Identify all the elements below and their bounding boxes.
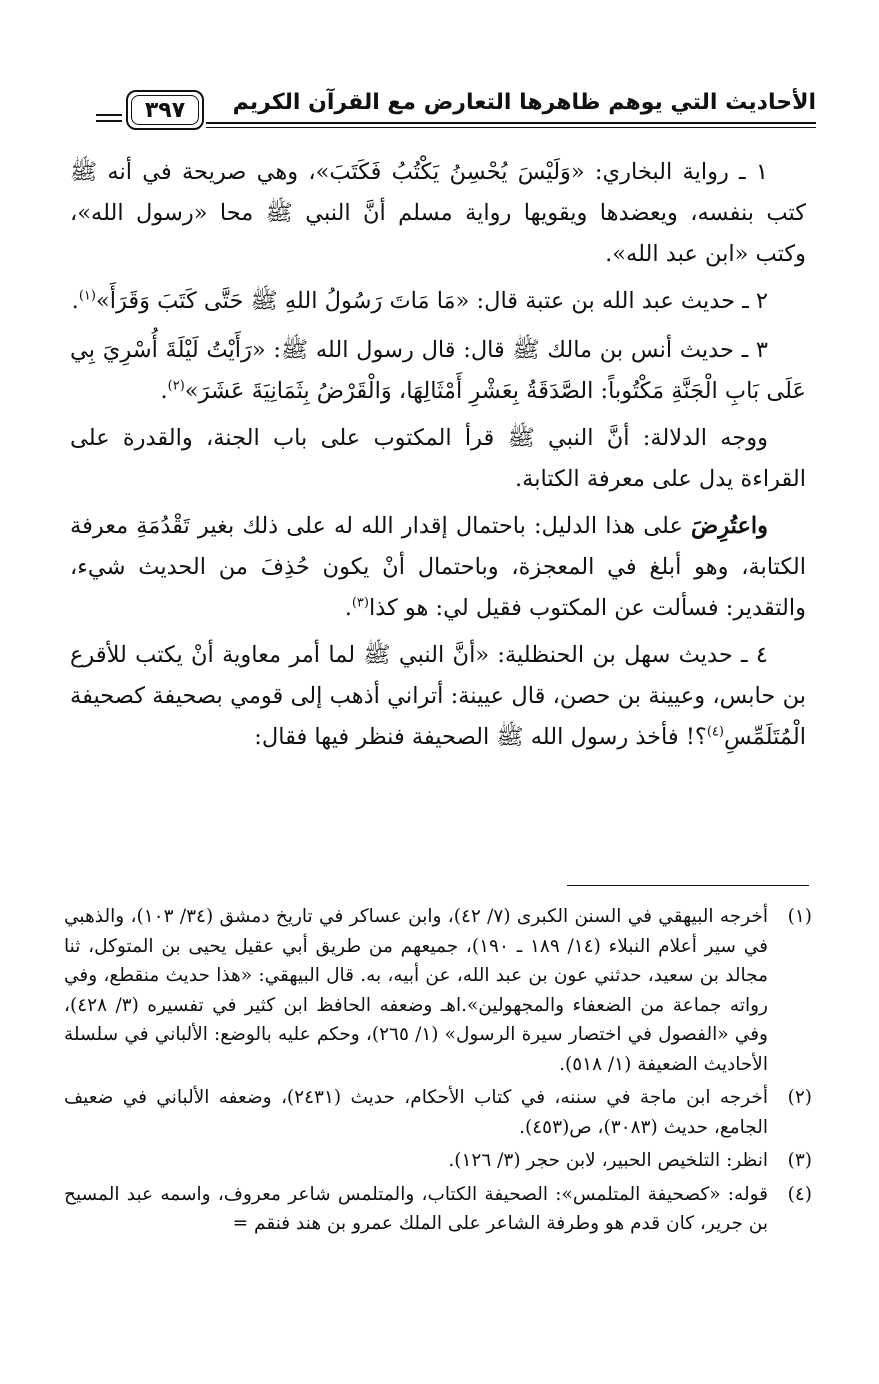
page-number: ٣٩٧ bbox=[131, 95, 199, 125]
footnote-4 bbox=[64, 1180, 812, 1239]
main-text bbox=[70, 152, 806, 764]
paragraph-text: ٢ ـ حديث عبد الله بن عتبة قال: «مَا مَاتَ رَسُولُ اللهِ ﷺ حَتَّى كَتَبَ وَقَرَأَ» bbox=[95, 288, 768, 314]
paragraph-end: . bbox=[160, 378, 168, 404]
footnote-text: انظر: التلخيص الحبير، لابن حجر (٣/ ١٢٦). bbox=[448, 1150, 768, 1171]
paragraph-anas-ibn-malik bbox=[70, 330, 806, 412]
paragraph-abdullah-ibn-utbah bbox=[70, 281, 806, 322]
page-number-frame bbox=[126, 90, 204, 130]
header-rule bbox=[206, 122, 816, 128]
header-rule-short bbox=[96, 114, 122, 122]
footnote-ref[interactable]: (٢) bbox=[167, 378, 185, 394]
footnote-ref[interactable]: (١) bbox=[78, 288, 96, 304]
footnote-text: أخرجه ابن ماجة في سننه، في كتاب الأحكام، حديث (٢٤٣١)، وضعفه الألباني في ضعيف الجامع، حديث (٣٠٨٣)، ص(٤٥٣). bbox=[64, 1087, 768, 1138]
footnote-divider bbox=[567, 885, 809, 886]
footnote-number: (٣) bbox=[787, 1150, 812, 1171]
paragraph-sahl-ibn-hanzaliyyah bbox=[70, 635, 806, 758]
paragraph-end: ؟! فأخذ رسول الله ﷺ الصحيفة فنظر فيها فقال: bbox=[254, 724, 707, 750]
paragraph-text: ١ ـ رواية البخاري: «وَلَيْسَ يُحْسِنُ يَكْتُبُ فَكَتَبَ»، وهي صريحة في أنه ﷺ كتب بنفسه، ويعضدها ويقويها رواية مسلم أنَّ النبي ﷺ محا «رسول الله»، وكتب «ابن عبد الله». bbox=[70, 159, 806, 267]
paragraph-bukhari bbox=[70, 152, 806, 275]
footnote-text: أخرجه البيهقي في السنن الكبرى (٧/ ٤٢)، وابن عساكر في تاريخ دمشق (٣٤/ ١٠٣)، والذهبي في سير أعلام النبلاء (١٤/ ١٨٩ ـ ١٩٠)، جميعهم من طريق أبي عقيل يحيى بن المتوكل، ثنا مجالد بن سعيد، حدثني عون بن عبد الله، عن أبيه، به. قال البيهقي: «هذا حديث منقطع، وفي رواته جماعة من الضعفاء والمجهولين».اهـ وضعفه الحافظ ابن كثير في تفسيره (٣/ ٤٢٨)، وفي «الفصول في اختصار سيرة الرسول» (١/ ٢٦٥)، وحكم عليه بالوضع: الألباني في سلسلة الأحاديث الضعيفة (١/ ٥١٨). bbox=[64, 906, 769, 1075]
footnote-number: (٤) bbox=[787, 1183, 812, 1205]
footnote-ref[interactable]: (٤) bbox=[706, 724, 724, 740]
footnote-number: (١) bbox=[787, 906, 812, 927]
running-header-title: الأحاديث التي يوهم ظاهرها التعارض مع القرآن الكريم bbox=[232, 90, 816, 115]
footnote-text: قوله: «كصحيفة المتلمس»: الصحيفة الكتاب، والمتلمس شاعر معروف، واسمه عبد المسيح بن جرير، كان قدم هو وطرفة الشاعر على الملك عمرو بن هند فنقم = bbox=[64, 1183, 768, 1234]
footnote-3 bbox=[64, 1146, 812, 1176]
footnote-2 bbox=[64, 1083, 812, 1142]
footnote-ref[interactable]: (٣) bbox=[351, 595, 369, 611]
paragraph-text: على هذا الدليل: باحتمال إقدار الله له على ذلك بغير تَقْدُمَةِ معرفة الكتابة، وهو أبلغ في المعجزة، وباحتمال أنْ يكون حُذِفَ من الحديث شيء، والتقدير: فسألت عن المكتوب فقيل لي: هو كذا bbox=[70, 513, 806, 621]
paragraph-text: ووجه الدلالة: أنَّ النبي ﷺ قرأ المكتوب على باب الجنة، والقدرة على القراءة يدل على معرفة الكتابة. bbox=[70, 425, 806, 492]
paragraph-end: . bbox=[71, 288, 79, 314]
paragraph-text: ٣ ـ حديث أنس بن مالك ﷺ قال: قال رسول الله ﷺ: «رَأَيْتُ لَيْلَةَ أُسْرِيَ بِي عَلَى بَابِ الْجَنَّةِ مَكْتُوباً: الصَّدَقَةُ بِعَشْرِ أَمْثَالِهَا، وَالْقَرْضُ بِثَمَانِيَةَ عَشَرَ» bbox=[70, 337, 806, 404]
footnote-number: (٢) bbox=[787, 1087, 812, 1108]
paragraph-end: . bbox=[344, 595, 352, 621]
objection-lead-word: واعتُرِضَ bbox=[691, 513, 768, 539]
paragraph-objection bbox=[70, 506, 806, 629]
paragraph-evidence bbox=[70, 418, 806, 500]
footnotes bbox=[64, 902, 812, 1243]
running-header bbox=[96, 88, 816, 136]
footnote-1 bbox=[64, 902, 812, 1079]
paragraph-text: ٤ ـ حديث سهل بن الحنظلية: «أنَّ النبي ﷺ لما أمر معاوية أنْ يكتب للأقرع بن حابس، وعيينة بن حصن، قال عيينة: أتراني أذهب إلى قومي بصحيفة كصحيفة الْمُتَلَمِّسِ bbox=[70, 642, 806, 750]
